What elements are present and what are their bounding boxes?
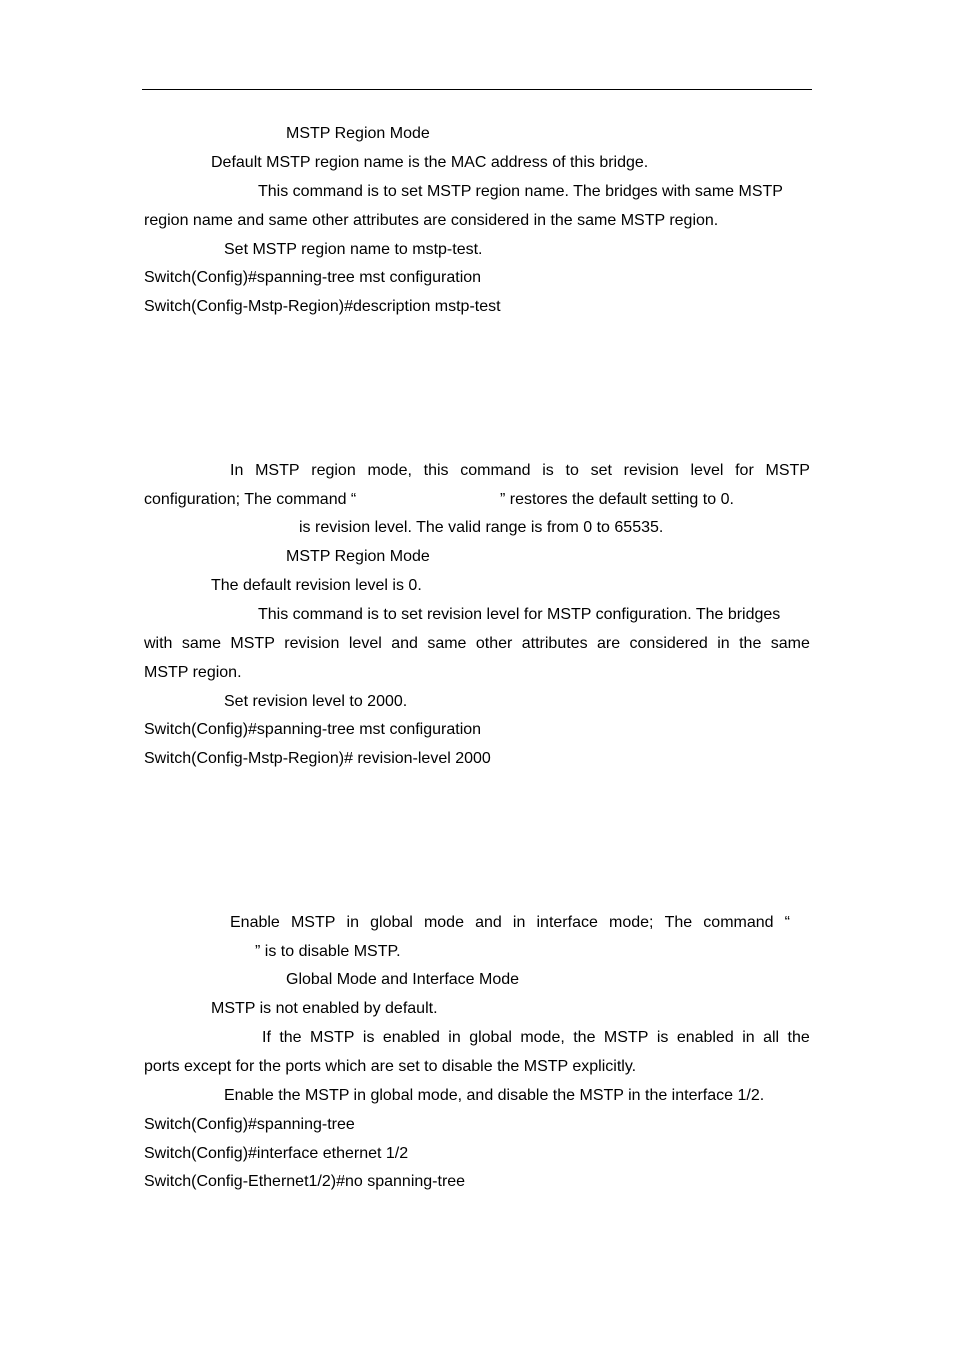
function-text: Enable MSTP in global mode and in interface mode; The command “ [230, 914, 790, 931]
command-mode: MSTP Region Mode [286, 125, 430, 142]
command-line: Switch(Config-Mstp-Region)#description mstp-test [144, 298, 501, 315]
function-text: In MSTP region mode, this command is to set revision level for MSTP [230, 462, 810, 479]
parameter-text: is revision level. The valid range is from 0 to 65535. [299, 519, 664, 536]
function-text: ” is to disable MSTP. [255, 943, 401, 960]
example-text: Enable the MSTP in global mode, and disable the MSTP in the interface 1/2. [224, 1087, 765, 1104]
command-line: Switch(Config)#spanning-tree mst configuration [144, 721, 482, 738]
usage-text: This command is to set MSTP region name. The bridges with same MSTP [258, 183, 783, 200]
command-line: Switch(Config-Mstp-Region)# revision-level 2000 [144, 750, 491, 767]
command-mode: MSTP Region Mode [286, 548, 430, 565]
usage-text: with same MSTP revision level and same other attributes are considered in the same [144, 635, 810, 652]
usage-text: region name and same other attributes are considered in the same MSTP region. [144, 212, 719, 229]
command-line: Switch(Config-Ethernet1/2)#no spanning-tree [144, 1173, 466, 1190]
header-rule [142, 89, 812, 90]
default-text: The default revision level is 0. [211, 577, 422, 594]
usage-text: This command is to set revision level for MSTP configuration. The bridges [258, 606, 781, 623]
default-text: Default MSTP region name is the MAC address of this bridge. [211, 154, 649, 171]
example-text: Set MSTP region name to mstp-test. [224, 241, 483, 258]
command-line: Switch(Config)#spanning-tree mst configuration [144, 269, 482, 286]
usage-text: MSTP region. [144, 664, 242, 681]
command-line: Switch(Config)#interface ethernet 1/2 [144, 1145, 409, 1162]
default-text: MSTP is not enabled by default. [211, 1000, 438, 1017]
usage-text: If the MSTP is enabled in global mode, the MSTP is enabled in all the [262, 1029, 810, 1046]
command-mode: Global Mode and Interface Mode [286, 971, 520, 988]
function-text: configuration; The command “ [144, 491, 357, 508]
function-text: ” restores the default setting to 0. [500, 491, 734, 508]
usage-text: ports except for the ports which are set to disable the MSTP explicitly. [144, 1058, 637, 1075]
example-text: Set revision level to 2000. [224, 693, 408, 710]
command-line: Switch(Config)#spanning-tree [144, 1116, 355, 1133]
